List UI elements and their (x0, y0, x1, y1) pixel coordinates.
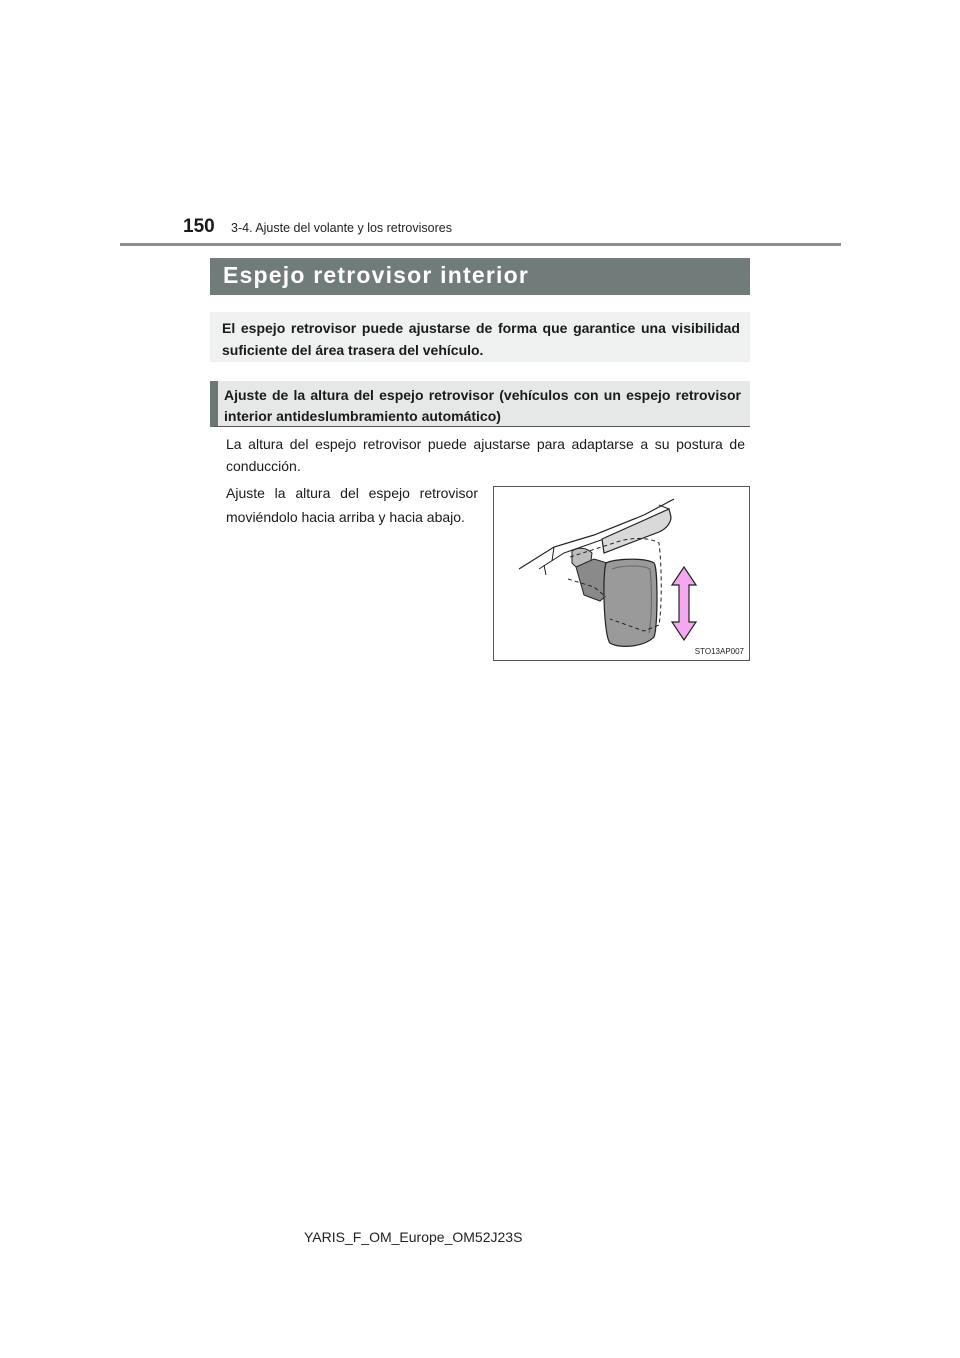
body-paragraph-1: La altura del espejo retrovisor puede ajustarse para adaptarse a su postura de conducción. (226, 436, 745, 474)
page-number: 150 (183, 216, 215, 237)
subsection-heading: Ajuste de la altura del espejo retrovisor (vehículos con un espejo retrovisor interior antideslumbramiento automático) (210, 381, 750, 427)
mirror-drawing (494, 487, 750, 661)
footer-document-id: YARIS_F_OM_Europe_OM52J23S (304, 1229, 523, 1245)
figure-code: STO13AP007 (694, 647, 744, 656)
summary-box: El espejo retrovisor puede ajustarse de forma que garantice una visibilidad suficiente del área trasera del vehículo. (210, 312, 750, 362)
up-down-arrow-icon (672, 567, 696, 640)
section-title: Espejo retrovisor interior (210, 258, 750, 295)
body-paragraph-2: Ajuste la altura del espejo retrovisor moviéndolo hacia arriba y hacia abajo. (226, 485, 478, 525)
running-head: 3-4. Ajuste del volante y los retrovisores (231, 221, 452, 235)
header-rule (120, 243, 841, 246)
mirror-illustration (493, 486, 750, 661)
